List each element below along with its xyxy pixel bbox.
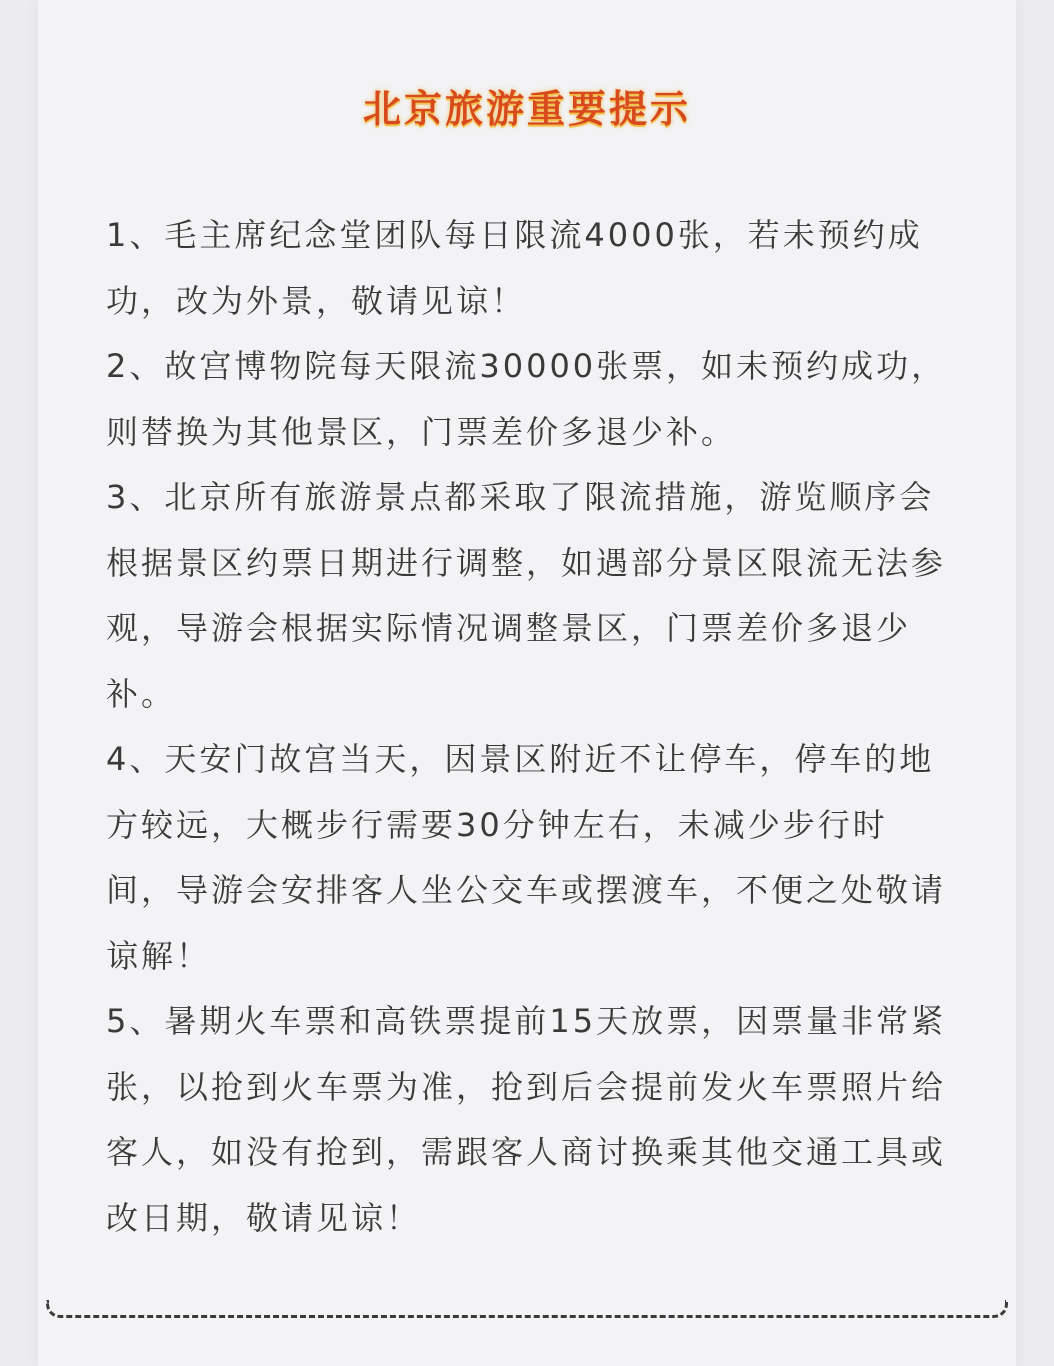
notice-item-3: 3、北京所有旅游景点都采取了限流措施，游览顺序会根据景区约票日期进行调整，如遇部分景区限流无法参观，导游会根据实际情况调整景区，门票差价多退少补。 (106, 478, 947, 713)
notice-item-1: 1、毛主席纪念堂团队每日限流4000张，若未预约成功，改为外景，敬请见谅！ (106, 216, 923, 320)
notice-title: 北京旅游重要提示 (362, 87, 691, 131)
notice-list (106, 203, 956, 1251)
notice-item-2: 2、故宫博物院每天限流30000张票，如未预约成功，则替换为其他景区，门票差价多退少补。 (106, 347, 947, 451)
dashed-divider (46, 1300, 1008, 1318)
notice-item-5: 5、暑期火车票和高铁票提前15天放票，因票量非常紧张，以抢到火车票为准，抢到后会提前发火车票照片给客人，如没有抢到，需跟客人商讨换乘其他交通工具或改日期，敬请见谅！ (106, 1002, 947, 1237)
notice-item-4: 4、天安门故宫当天，因景区附近不让停车，停车的地方较远，大概步行需要30分钟左右，未减少步行时间，导游会安排客人坐公交车或摆渡车，不便之处敬请谅解！ (106, 740, 947, 975)
